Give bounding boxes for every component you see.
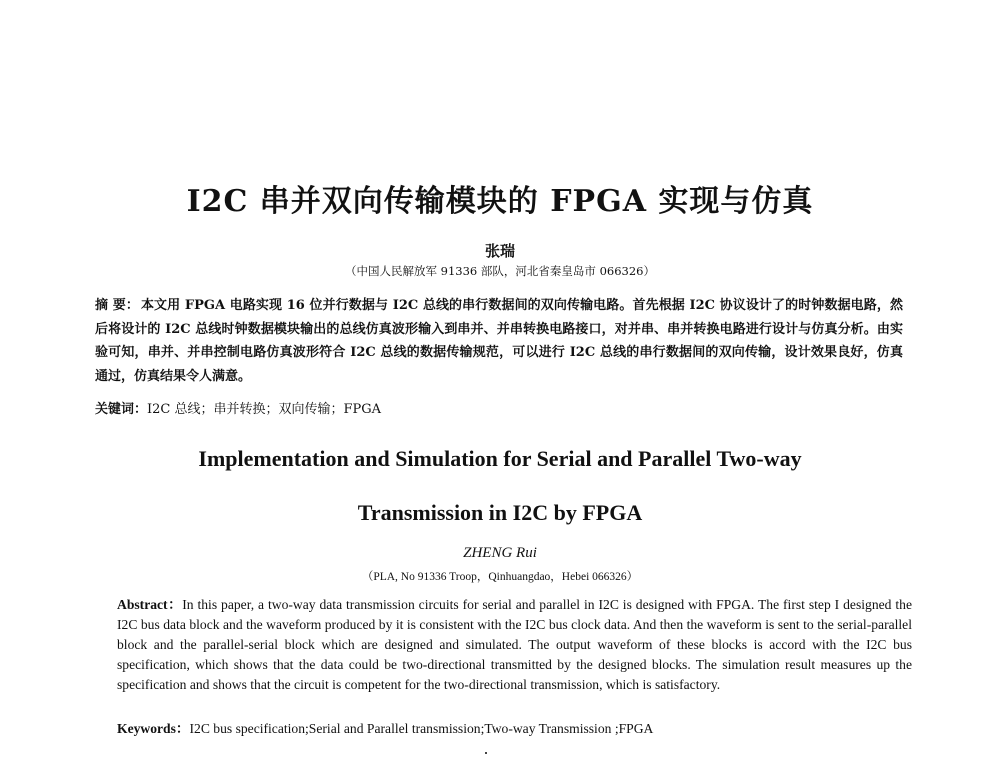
english-abstract-label: Abstract：	[117, 597, 183, 612]
english-keywords-label: Keywords：	[117, 721, 190, 736]
chinese-keywords	[95, 400, 903, 420]
chinese-keywords-label: 关键词：	[95, 402, 148, 417]
chinese-abstract	[95, 294, 903, 388]
english-title-line-2: Transmission in I2C by FPGA	[357, 500, 643, 525]
chinese-affiliation: （中国人民解放军 91336 部队，河北省秦皇岛市 066326）	[345, 264, 655, 278]
chinese-keywords-text: I2C 总线；串并转换；双向传输；FPGA	[147, 402, 382, 417]
english-keywords-text: I2C bus specification;Serial and Parallel transmission;Two-way Transmission ;FPGA	[189, 721, 654, 736]
chinese-abstract-label: 摘 要：	[95, 298, 139, 313]
scan-speck	[485, 752, 487, 754]
english-keywords	[117, 719, 912, 739]
english-title-line-1: Implementation and Simulation for Serial and Parallel Two-way	[198, 446, 802, 471]
english-affiliation: （PLA, No 91336 Troop，Qinhuangdao，Hebei 066326）	[361, 571, 639, 583]
chinese-abstract-text: 本文用 FPGA 电路实现 16 位并行数据与 I2C 总线的串行数据间的双向传输电路。首先根据 I2C 协议设计了的时钟数据电路，然后将设计的 I2C 总线时钟数据模块输出的总线仿真波形输入到串并、并串转换电路接口，对并串、串并转换电路进行设计与仿真分析。由实验可知，串并、并串控制电路仿真波形符合 I2C 总线的数据传输规范，可以进行 I2C 总线的串行数据间的双向传输，设计效果良好，仿真通过，仿真结果令人满意。	[95, 298, 903, 384]
english-author: ZHENG Rui	[463, 545, 537, 561]
chinese-title: I2C 串并双向传输模块的 FPGA 实现与仿真	[186, 184, 814, 219]
chinese-author: 张瑞	[484, 242, 515, 260]
english-abstract-text: In this paper, a two-way data transmission circuits for serial and parallel in I2C is designed with FPGA. The first step I designed the I2C bus data block and the waveform produced by it is consistent with the I2C bus clock data. And then the waveform is sent to the serial-parallel block and the parallel-serial block which are designed and simulated. The output waveform of these blocks is accord with the I2C bus specification, which shows that the data could be two-directional transmitted by the designed blocks. The simulation result measures up the specification and shows that the circuit is competent for the two-directional transmission, which is satisfactory.	[117, 597, 912, 692]
english-abstract	[117, 595, 912, 695]
